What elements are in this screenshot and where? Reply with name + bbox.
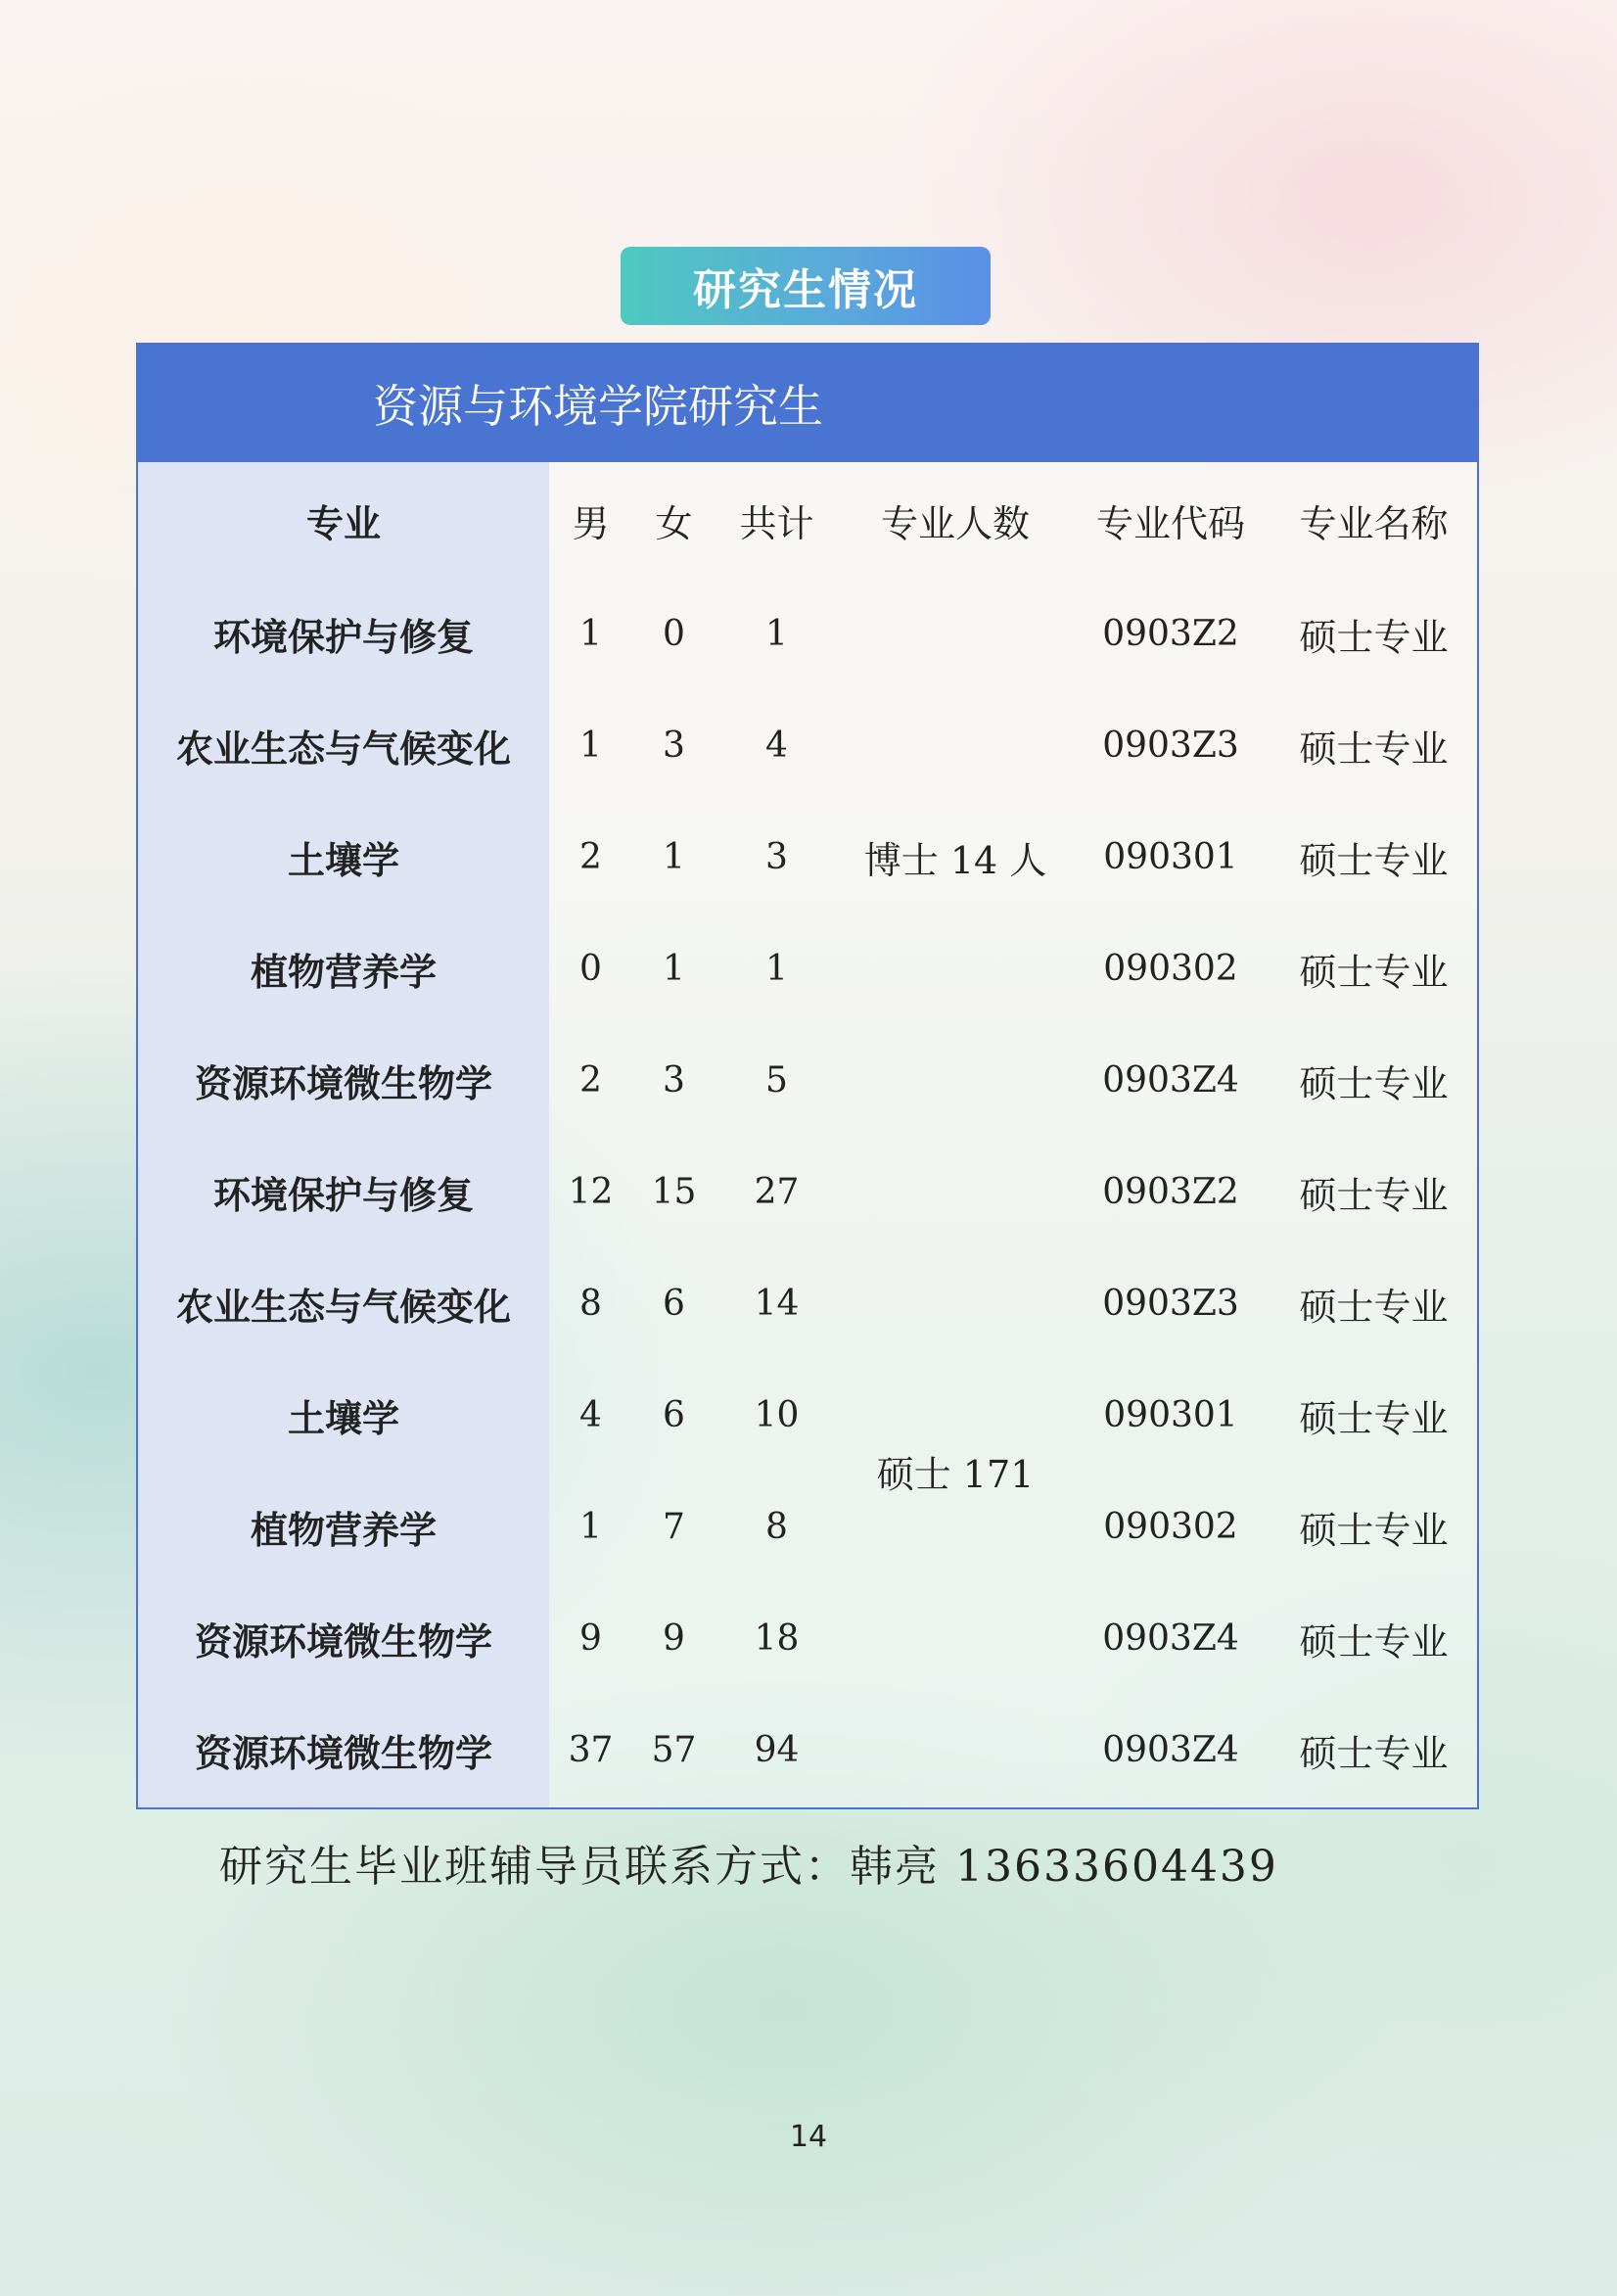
table-row (138, 913, 1479, 1024)
header-type: 专业名称 (1299, 501, 1449, 545)
female-cell: 3 (663, 1059, 685, 1101)
female-cell: 1 (663, 836, 685, 877)
header-headcount: 专业人数 (880, 501, 1030, 545)
master-count-cell: 硕士 171 (876, 1452, 1035, 1496)
table-row (138, 1471, 1479, 1582)
code-cell: 0903Z2 (1102, 1171, 1239, 1212)
major-cell: 环境保护与修复 (212, 614, 474, 659)
total-cell: 1 (765, 613, 788, 654)
major-cell: 土壤学 (287, 837, 399, 882)
section-badge: 研究生情况 (621, 247, 991, 325)
total-cell: 4 (765, 725, 788, 766)
female-cell: 1 (663, 948, 685, 989)
contact-note: 研究生毕业班辅导员联系方式：韩亮 13633604439 (219, 1842, 1278, 1892)
female-cell: 3 (663, 725, 685, 766)
male-cell: 2 (579, 836, 602, 877)
male-cell: 2 (579, 1059, 602, 1101)
code-cell: 090302 (1103, 948, 1238, 989)
type-cell: 硕士专业 (1299, 726, 1449, 771)
table-title: 资源与环境学院研究生 (138, 345, 1477, 462)
header-major: 专业 (305, 500, 381, 545)
total-cell: 8 (765, 1506, 788, 1547)
major-cell: 植物营养学 (250, 1507, 437, 1552)
male-cell: 37 (568, 1729, 614, 1770)
code-cell: 0903Z3 (1102, 1283, 1239, 1324)
code-cell: 0903Z4 (1102, 1059, 1239, 1101)
female-cell: 9 (663, 1617, 685, 1659)
type-cell: 硕士专业 (1299, 1619, 1449, 1663)
male-cell: 1 (579, 1506, 602, 1547)
header-row (138, 462, 1479, 578)
type-cell: 硕士专业 (1299, 838, 1449, 882)
type-cell: 硕士专业 (1299, 950, 1449, 994)
table-row (138, 801, 1479, 913)
type-cell: 硕士专业 (1299, 1285, 1449, 1329)
male-cell: 9 (579, 1617, 602, 1659)
header-female: 女 (655, 501, 693, 545)
total-cell: 18 (754, 1617, 800, 1659)
code-cell: 0903Z3 (1102, 725, 1239, 766)
type-cell: 硕士专业 (1299, 1061, 1449, 1105)
total-cell: 5 (765, 1059, 788, 1101)
code-cell: 0903Z4 (1102, 1729, 1239, 1770)
major-cell: 资源环境微生物学 (194, 1730, 492, 1775)
major-cell: 农业生态与气候变化 (175, 1284, 511, 1329)
table-row (138, 689, 1479, 801)
major-cell: 资源环境微生物学 (194, 1060, 492, 1105)
code-cell: 090301 (1103, 836, 1238, 877)
male-cell: 8 (579, 1283, 602, 1324)
female-cell: 57 (651, 1729, 697, 1770)
type-cell: 硕士专业 (1299, 1173, 1449, 1217)
male-cell: 1 (579, 725, 602, 766)
table-row (138, 1359, 1479, 1471)
female-cell: 6 (663, 1283, 685, 1324)
major-cell: 资源环境微生物学 (194, 1618, 492, 1663)
major-cell: 农业生态与气候变化 (175, 726, 511, 771)
major-cell: 环境保护与修复 (212, 1172, 474, 1217)
total-cell: 94 (754, 1729, 800, 1770)
type-cell: 硕士专业 (1299, 1508, 1449, 1552)
major-cell: 植物营养学 (250, 949, 437, 994)
phd-count-cell: 博士 14 人 (863, 838, 1047, 882)
graduate-table (136, 343, 1479, 1809)
total-cell: 27 (754, 1171, 800, 1212)
total-cell: 10 (754, 1394, 800, 1435)
type-cell: 硕士专业 (1299, 1731, 1449, 1775)
female-cell: 15 (651, 1171, 697, 1212)
table-row (138, 1694, 1479, 1805)
male-cell: 4 (579, 1394, 602, 1435)
male-cell: 0 (579, 948, 602, 989)
male-cell: 1 (579, 613, 602, 654)
major-cell: 土壤学 (287, 1395, 399, 1440)
code-cell: 090302 (1103, 1506, 1238, 1547)
female-cell: 6 (663, 1394, 685, 1435)
female-cell: 7 (663, 1506, 685, 1547)
table-row (138, 1247, 1479, 1359)
header-total: 共计 (739, 501, 814, 545)
total-cell: 1 (765, 948, 788, 989)
table-row (138, 1582, 1479, 1694)
table-row (138, 1024, 1479, 1136)
female-cell: 0 (663, 613, 685, 654)
code-cell: 0903Z4 (1102, 1617, 1239, 1659)
header-code: 专业代码 (1095, 501, 1245, 545)
table-row (138, 1136, 1479, 1247)
type-cell: 硕士专业 (1299, 1396, 1449, 1440)
total-cell: 14 (754, 1283, 800, 1324)
code-cell: 090301 (1103, 1394, 1238, 1435)
table-row (138, 578, 1479, 689)
type-cell: 硕士专业 (1299, 615, 1449, 659)
page-number: 14 (789, 2120, 828, 2154)
male-cell: 12 (568, 1171, 614, 1212)
students-table (138, 462, 1479, 1805)
header-male: 男 (572, 501, 610, 545)
total-cell: 3 (765, 836, 788, 877)
code-cell: 0903Z2 (1102, 613, 1239, 654)
